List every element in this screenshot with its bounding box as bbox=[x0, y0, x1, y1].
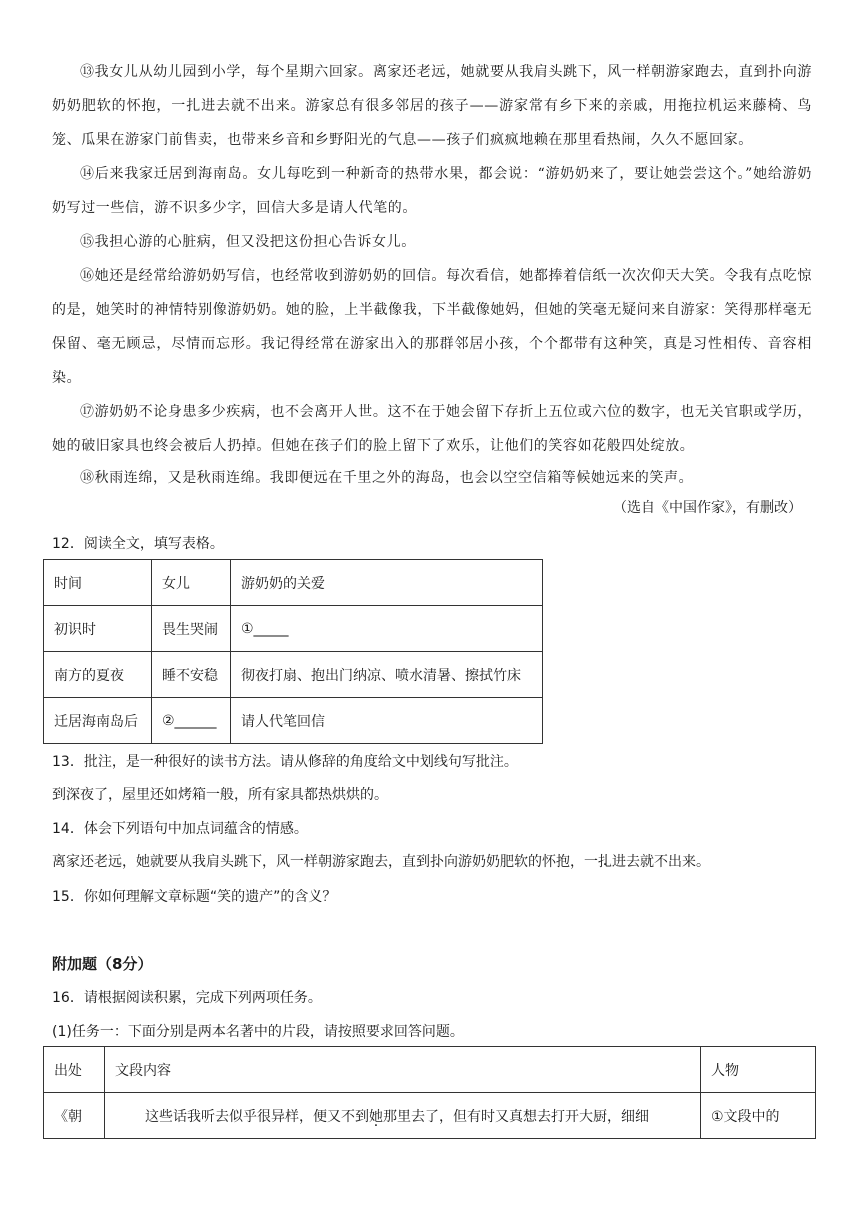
excerpt-text-a: 这些话我听去似乎很异样，便又不到 bbox=[145, 1108, 369, 1125]
paragraph-16: ⑯她还是经常给游奶奶写信，也经常收到游奶奶的回信。每次看信，她都捧着信纸一次次仰天大笑。令我有点吃惊的是，她笑时的神情特别像游奶奶。她的脸，上半截像我，下半截像她妈，但她的笑毫无疑问来自游家：笑得那样毫无保留、毫无顾忌，尽情而忘形。我记得经常在游家出入的那群邻居小孩，个个都带有这种笑，真是习性相传、音容相染。 bbox=[52, 268, 812, 386]
table-cell: 请人代笔回信 bbox=[231, 698, 543, 744]
table-row bbox=[44, 606, 543, 652]
table-cell: 睡不安稳 bbox=[152, 652, 231, 698]
paragraph-13: ⑬我女儿从幼儿园到小学，每个星期六回家。离家还老远，她就要从我肩头跳下，风一样朝游家跑去，直到扑向游奶奶肥软的怀抱，一扎进去就不出来。游家总有很多邻居的孩子——游家常有乡下来的亲戚，用拖拉机运来藤椅、鸟笼、瓜果在游家门前售卖，也带来乡音和乡野阳光的气息——孩子们疯疯地赖在那里看热闹，久久不愿回家。 bbox=[52, 64, 812, 148]
table-cell: 初识时 bbox=[44, 606, 152, 652]
table-cell: 畏生哭闹 bbox=[152, 606, 231, 652]
answer-blank-2[interactable]: ②______ bbox=[152, 698, 231, 744]
dotted-word-ta: 她 bbox=[369, 1108, 383, 1125]
paragraph-14: ⑭后来我家迁居到海南岛。女儿每吃到一种新奇的热带水果，都会说：“游奶奶来了，要让她尝尝这个。”她给游奶奶写过一些信，游不识多少字，回信大多是请人代笔的。 bbox=[52, 166, 812, 216]
q14-text-a: 离家还老远，她就要从我肩头跳下，风一样朝游家跑去，直到 bbox=[52, 854, 430, 870]
excerpt-cell bbox=[105, 1093, 701, 1139]
question-15: 15．你如何理解文章标题“笑的遗产”的含义？ bbox=[52, 889, 337, 905]
header-content: 文段内容 bbox=[105, 1047, 701, 1093]
table-header-row bbox=[44, 560, 543, 606]
question-14-sentence bbox=[52, 848, 710, 876]
question-13-sentence: 到深夜了，屋里还如烤箱一般，所有家具都热烘烘的。 bbox=[52, 787, 388, 803]
paragraph-18: ⑱秋雨连绵，又是秋雨连绵。我即便远在千里之外的海岛，也会以空空信箱等候她远来的笑声。 bbox=[80, 470, 694, 486]
question-16: 16．请根据阅读积累，完成下列两项任务。 bbox=[52, 990, 322, 1006]
extra-section-heading: 附加题（8分） bbox=[52, 955, 153, 973]
table-header-row bbox=[44, 1047, 816, 1093]
header-daughter: 女儿 bbox=[152, 560, 231, 606]
answer-blank-1[interactable]: ①_____ bbox=[231, 606, 543, 652]
table-row bbox=[44, 698, 543, 744]
header-person: 人物 bbox=[701, 1047, 816, 1093]
header-time: 时间 bbox=[44, 560, 152, 606]
q14-text-c: 进去就不出来。 bbox=[612, 854, 710, 870]
dotted-word-zha: 扎 · bbox=[598, 854, 612, 870]
header-care: 游奶奶的关爱 bbox=[231, 560, 543, 606]
source-note: （选自《中国作家》，有删改） bbox=[613, 500, 802, 516]
paragraph-15: ⑮我担心游的心脏病，但又没把这份担心告诉女儿。 bbox=[80, 234, 416, 250]
question-13: 13．批注，是一种很好的读书方法。请从修辞的角度给文中划线句写批注。 bbox=[52, 754, 518, 770]
table-16 bbox=[43, 1046, 816, 1139]
table-cell: 彻夜打扇、抱出门纳凉、喷水清暑、擦拭竹床 bbox=[231, 652, 543, 698]
table-cell: 迁居海南岛后 bbox=[44, 698, 152, 744]
excerpt-text-b: 那里去了，但有时又真想去打开大厨，细细 bbox=[383, 1108, 649, 1125]
q14-text-b: 向游奶奶肥软的怀抱，一 bbox=[444, 854, 598, 870]
table-12 bbox=[43, 559, 543, 744]
header-source: 出处 bbox=[44, 1047, 105, 1093]
table-row bbox=[44, 652, 543, 698]
dotted-word-pu: 扑 · bbox=[430, 854, 444, 870]
paragraph-17: ⑰游奶奶不论身患多少疾病，也不会离开人世。这不在于她会留下存折上五位或六位的数字，也无关官职或学历，她的破旧家具也终会被后人扔掉。但她在孩子们的脸上留下了欢乐，让他们的笑容如花般四处绽放。 bbox=[52, 404, 812, 454]
table-cell: 南方的夏夜 bbox=[44, 652, 152, 698]
table-cell: 《朝 bbox=[44, 1093, 105, 1139]
table-cell: ①文段中的 bbox=[701, 1093, 816, 1139]
table-row bbox=[44, 1093, 816, 1139]
question-14: 14．体会下列语句中加点词蕴含的情感。 bbox=[52, 821, 308, 837]
question-16-task-1: (1)任务一：下面分别是两本名著中的片段，请按照要求回答问题。 bbox=[52, 1024, 464, 1040]
question-12: 12．阅读全文，填写表格。 bbox=[52, 536, 224, 552]
